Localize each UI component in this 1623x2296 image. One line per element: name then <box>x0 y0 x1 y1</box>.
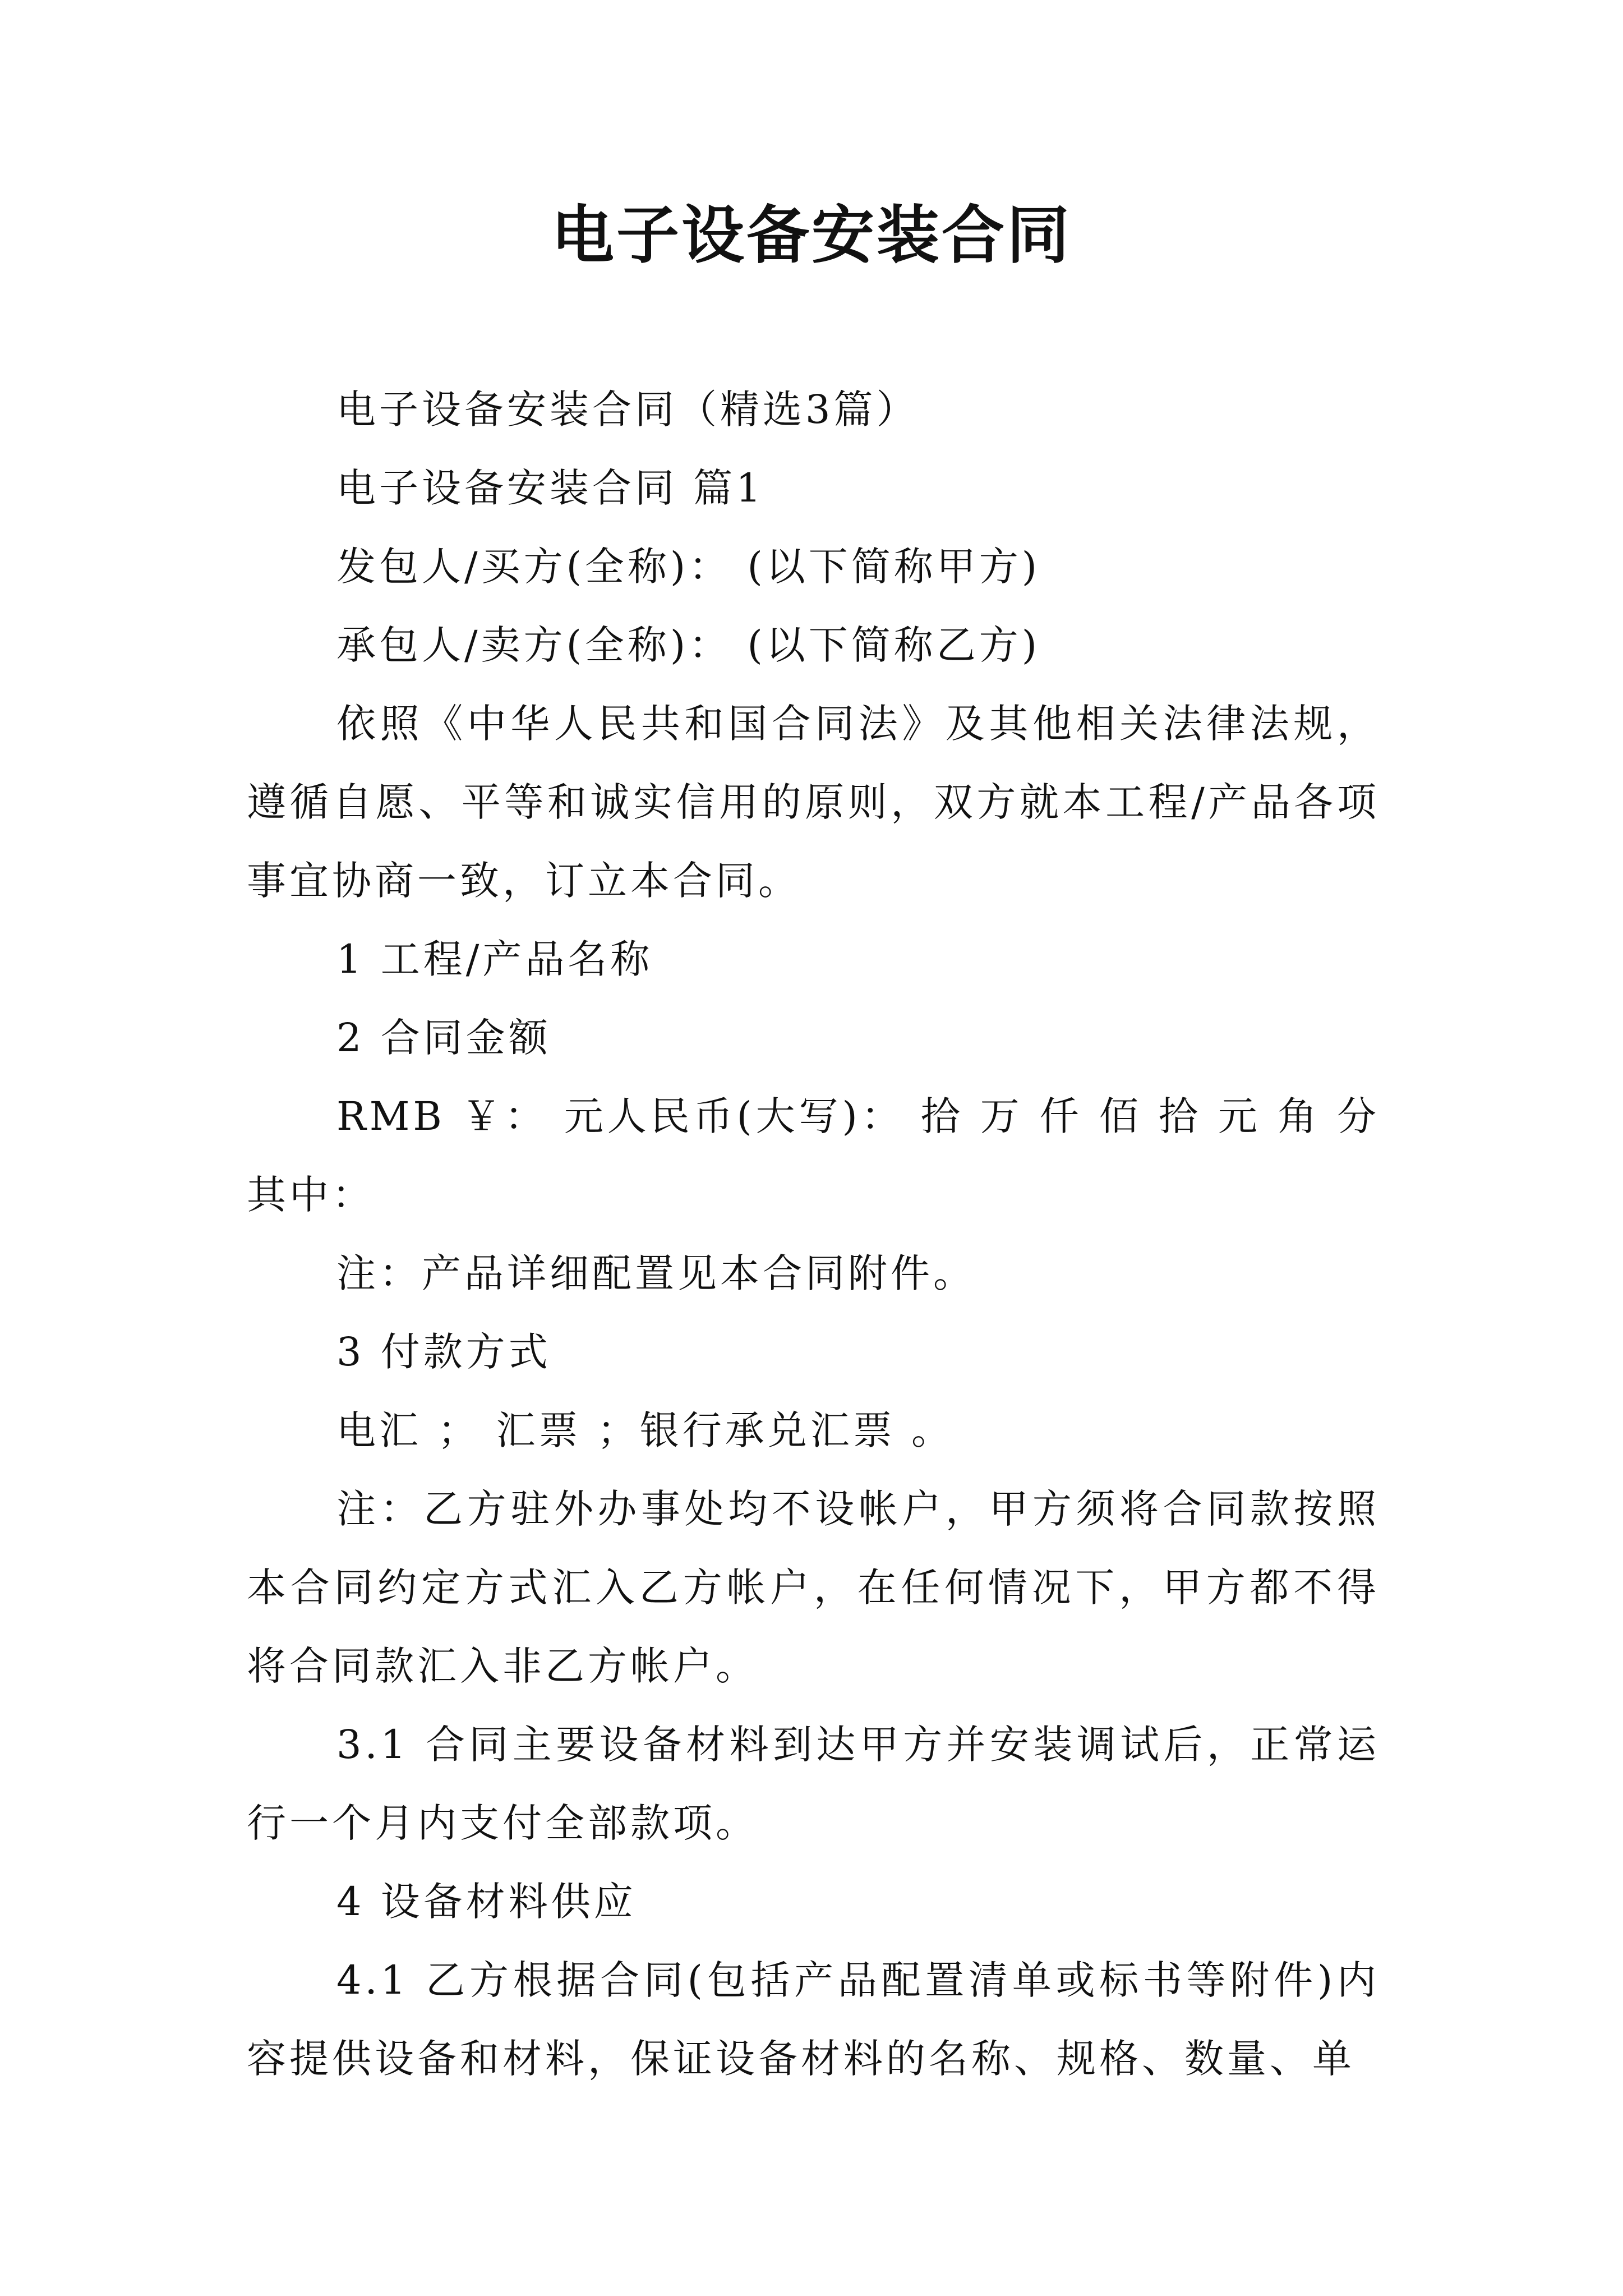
paragraph-clause-3-1: 3.1 合同主要设备材料到达甲方并安装调试后，正常运行一个月内支付全部款项。 <box>247 1722 1380 1846</box>
paragraph-clause-4-1: 4.1 乙方根据合同(包括产品配置清单或标书等附件)内容提供设备和材料，保证设备材料的名称、规格、数量、单 <box>247 1957 1380 2082</box>
document-title: 电子设备安装合同 <box>551 199 1072 272</box>
paragraph-party-a: 发包人/买方(全称)： (以下简称甲方) <box>336 544 1041 590</box>
paragraph-preamble: 依照《中华人民共和国合同法》及其他相关法律法规，遵循自愿、平等和诚实信用的原则，双方就本工程/产品各项事宜协商一致，订立本合同。 <box>247 701 1380 904</box>
paragraph-section-heading: 电子设备安装合同 篇1 <box>336 465 764 511</box>
paragraph-clause-2: 2 合同金额 <box>336 1015 551 1061</box>
paragraph-note-account: 注：乙方驻外办事处均不设帐户，甲方须将合同款按照本合同约定方式汇入乙方帐户，在任何情况下，甲方都不得将合同款汇入非乙方帐户。 <box>247 1486 1380 1689</box>
paragraph-amount: RMB ￥： 元人民币(大写)： 拾 万 仟 佰 拾 元 角 分 其中： <box>247 1093 1380 1218</box>
paragraph-clause-3: 3 付款方式 <box>336 1329 551 1375</box>
paragraph-clause-1: 1 工程/产品名称 <box>336 936 653 982</box>
document-body <box>247 370 1380 2098</box>
paragraph-subtitle: 电子设备安装合同（精选3篇） <box>336 386 919 432</box>
paragraph-clause-4: 4 设备材料供应 <box>336 1879 637 1925</box>
paragraph-payment-methods: 电汇 ； 汇票 ；银行承兑汇票 。 <box>336 1407 955 1453</box>
paragraph-note-config: 注：产品详细配置见本合同附件。 <box>336 1250 976 1296</box>
paragraph-party-b: 承包人/卖方(全称)： (以下简称乙方) <box>336 622 1041 668</box>
